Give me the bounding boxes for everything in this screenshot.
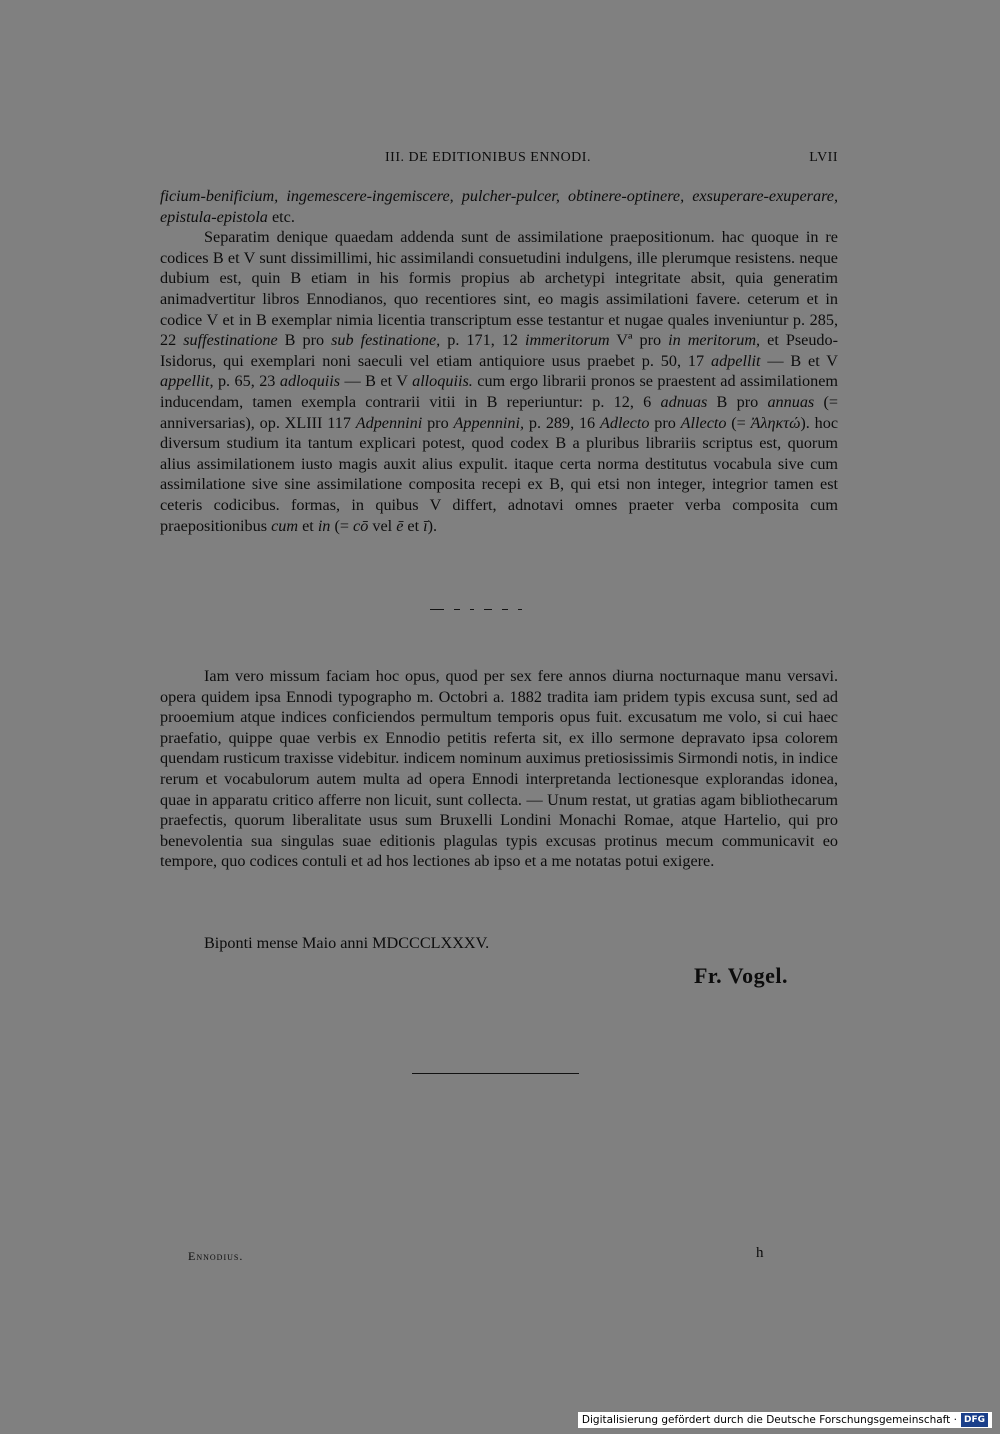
digitization-credit <box>578 1412 992 1428</box>
author-signature: Fr. Vogel. <box>693 963 788 988</box>
italic-text: sub festinatione, <box>331 331 441 350</box>
text-run: B pro <box>707 392 768 411</box>
text-run: vel <box>368 516 397 535</box>
italic-text: Allecto <box>680 413 727 432</box>
italic-text: Ἀληκτώ <box>750 413 801 432</box>
text-run: pro <box>422 413 454 432</box>
text-run: et Pseudo-Isidorus, qui exemplari noni saeculi vel etiam antiquiore usus praebet p. 50, 17 <box>160 331 839 370</box>
italic-text: adnuas <box>660 392 708 411</box>
paragraph-closing: Iam vero missum faciam hoc opus, quod per sex fere annos diurna nocturnaque manu versavi. opera quidem ipsa Ennodi typographo m. Octobri a. 1882 tradita iam pridem typis excusa sunt, sed ad prooemium atque indices conficiendos permultum temporis opus fuit. excusatum me volo, si cui haec praefatio, quippe quae verbis ex Ennodio petitis referta sit, ex illo sermone depravato ipsa colorem quendam rusticum traxisse videbitur. indicem nominum auximus pretiosissimis Sirmondi notis, in indice rerum et vocabulorum autem multa ad opera Ennodi interpretanda lectionesque explorandas idonea, quae in apparatu critico afferre non licuit, sunt collecta. — Unum restat, ut gratias agam bibliothecarum praefectis, quorum liberalitate usus sum Bruxelli Londini Monachi Romae, atque Hartelio, qui pro benevolentia sua singulas suae editionis plagulas typis excusas protinus mecum communicavit eo tempore, quo codices contuli et ad hos lectiones ab ipso et a me notatas potui exigere. <box>160 667 838 871</box>
text-run: B pro <box>277 331 332 350</box>
section-divider-ornament <box>430 600 560 608</box>
text-run: p. 289, 16 <box>524 413 600 432</box>
date-line: Biponti mense Maio anni MDCCCLXXXV. <box>204 934 490 952</box>
italic-text: ē <box>396 516 404 535</box>
running-header <box>160 150 838 172</box>
italic-text: adloquiis <box>279 372 341 391</box>
text-run: ). hoc diversum studium ita tantum explicari potest, quod codex B a pluribus librariis scriptus est, quorum alius assimilationem iusto magis auxit alius expulit. itaque certa norma destitutus vocabula sive cum assimilatione sive sine assimilatione composita recepi ex B, qui etsi non integer, integrior tamen est ceteris codicibus. formas, in quibus V differt, adnotavi omnes praeter verba composita cum praepositionibus <box>160 413 839 535</box>
italic-text: in <box>317 516 331 535</box>
running-title: III. DE EDITIONIBUS ENNODI. <box>385 150 591 165</box>
text-run: et <box>298 516 318 535</box>
section-assimilation <box>160 186 838 536</box>
section-closing <box>160 666 838 872</box>
text-run: (= <box>726 413 751 432</box>
italic-text: alloquiis. <box>412 372 473 391</box>
italic-text: ficium-benificium, ingemescere-ingemiscere, pulcher-pulcer, obtinere-optinere, exsuperare-exuperare, epistula-epistola <box>160 187 838 226</box>
closing-rule <box>412 1073 579 1074</box>
italic-text: adpellit <box>710 351 761 370</box>
page-number: LVII <box>809 150 838 165</box>
text-run: — B et V <box>760 351 838 370</box>
signature-mark-right: h <box>756 1245 764 1261</box>
italic-text: suffestinatione <box>183 331 278 350</box>
dfg-logo: DFG <box>961 1413 988 1427</box>
paragraph-word-forms <box>160 186 838 227</box>
italic-text: cō <box>353 516 369 535</box>
text-run: ). <box>427 516 438 535</box>
italic-text: appellit, <box>160 372 214 391</box>
text-run: p. 171, 12 <box>440 331 525 350</box>
text-run: (= <box>330 516 354 535</box>
text-run: Vª pro <box>609 331 669 350</box>
italic-text: immeritorum <box>525 331 610 350</box>
text-run: (= anniversarias), op. XLIII 117 <box>160 392 838 432</box>
italic-text: ī <box>423 516 428 535</box>
paragraph-assimilation <box>160 227 838 536</box>
italic-text: in meritorum, <box>668 331 761 350</box>
italic-text: Adpennini <box>355 413 423 432</box>
text-run: Separatim denique quaedam addenda sunt de assimilatione praepositionum. hac quoque in re codices B et V sunt dissimillimi, hic assimilandi consuetudini indulgens, ille plerumque resistens. neque dubium est, quin B etiam in his formis propius ab archetypi integritate absit, quia generatim animadvertitur libros Ennodianos, quo recentiores sint, eo magis assimilationi favere. ceterum et in codice V et in B exemplar nimia licentia transcriptum esse testantur et nugae quales inveniuntur p. 285, 22 <box>160 228 838 350</box>
italic-text: Adlecto <box>599 413 650 432</box>
text-run: et <box>403 516 424 535</box>
italic-text: Appennini, <box>453 413 525 432</box>
text-run: pro <box>649 413 681 432</box>
text-run: p. 65, 23 <box>213 372 280 391</box>
credit-text: Digitalisierung gefördert durch die Deutsche Forschungsgemeinschaft · <box>581 1414 957 1426</box>
text-run: etc. <box>267 207 295 226</box>
italic-text: cum <box>271 516 299 535</box>
text-run: — B et V <box>340 372 413 391</box>
signature-mark-left: Ennodius. <box>188 1249 244 1263</box>
text-run: cum ergo librarii pronos se praestent ad assimilationem inducendam, tamen exempla contrarii vitii in B reperiuntur: p. 12, 6 <box>160 372 838 411</box>
italic-text: annuas <box>767 392 815 411</box>
